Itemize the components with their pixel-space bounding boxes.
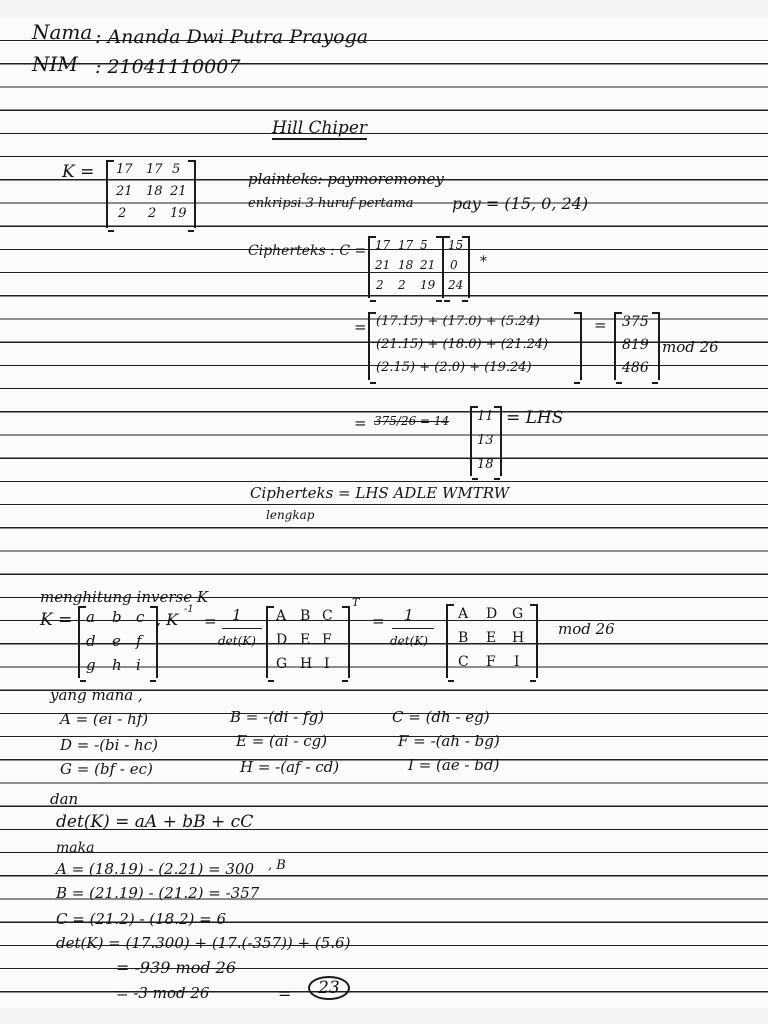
- fraction-bar: [222, 628, 262, 629]
- ciphertext-full: Cipherteks = LHS ADLE WMTRW: [250, 484, 510, 502]
- cofactor-cell: I: [324, 656, 330, 672]
- ciphertext-label: Cipherteks : C =: [248, 243, 367, 259]
- key-cell: 5: [420, 238, 428, 252]
- key-cell: 2: [376, 278, 384, 292]
- adjugate-cell: A: [458, 606, 469, 622]
- name-label: Nama: [32, 20, 93, 44]
- cofactor-cell: C: [322, 608, 333, 624]
- det-formula: det(K) = aA + bB + cC: [56, 812, 254, 832]
- key-cell: 21: [420, 258, 436, 272]
- maka-label: maka: [56, 840, 95, 856]
- formula-g: G = (bf - ec): [60, 760, 153, 778]
- mod-label: mod 26: [558, 620, 615, 638]
- det-final-circled: 23: [308, 976, 350, 1000]
- mod-result-cell: 11: [477, 409, 494, 424]
- result-cell: 486: [622, 360, 649, 376]
- k-cell: d: [86, 632, 96, 650]
- expression-row: (17.15) + (17.0) + (5.24): [376, 314, 540, 329]
- det-denominator: det(K): [390, 634, 428, 648]
- calc-a: A = (18.19) - (2.21) = 300: [56, 860, 255, 878]
- det-result-2: = -3 mod 26: [116, 984, 210, 1002]
- adjugate-cell: I: [514, 654, 520, 670]
- vector-cell: 0: [450, 258, 458, 272]
- inverse-heading: menghitung inverse K: [40, 588, 209, 606]
- k-cell: g: [86, 656, 96, 674]
- equals-sign: =: [594, 316, 607, 334]
- k-cell: f: [136, 632, 142, 650]
- cofactor-matrix: [266, 606, 350, 678]
- det-calculation: det(K) = (17.300) + (17.(-357)) + (5.6): [56, 934, 351, 952]
- equals-sign: =: [354, 318, 367, 336]
- formula-i: I = (ae - bd): [408, 756, 500, 774]
- k-inverse-label: , K: [156, 610, 179, 629]
- equals-sign: =: [354, 414, 367, 432]
- name-value: : Ananda Dwi Putra Prayoga: [95, 26, 369, 48]
- encrypt-note: enkripsi 3 huruf pertama: [248, 196, 414, 211]
- cofactor-cell: A: [276, 608, 287, 624]
- page-title: Hill Chiper: [272, 118, 368, 138]
- result-cell: 819: [622, 337, 649, 353]
- mod-label: mod 26: [662, 338, 719, 356]
- mod-result-cell: 18: [477, 457, 494, 472]
- key-cell: 21: [170, 184, 187, 199]
- key-cell: 21: [116, 184, 133, 199]
- lhs-result: = LHS: [506, 408, 564, 428]
- formula-e: E = (ai - cg): [236, 732, 328, 750]
- calc-b: B = (21.19) - (21.2) = -357: [56, 884, 260, 902]
- adjugate-cell: F: [486, 654, 496, 670]
- cofactor-cell: F: [322, 632, 332, 648]
- k-cell: a: [86, 608, 95, 626]
- cofactor-cell: D: [276, 632, 288, 648]
- result-vector: [614, 312, 660, 380]
- formula-b: B = -(di - fg): [230, 708, 325, 726]
- key-matrix: [106, 160, 196, 228]
- k-cell: b: [112, 608, 122, 626]
- equals-sign: =: [204, 612, 217, 630]
- generic-k-matrix: [78, 606, 158, 678]
- key-cell: 18: [146, 184, 163, 199]
- equals-sign: =: [372, 612, 385, 630]
- formula-c: C = (dh - eg): [392, 708, 490, 726]
- plaintext-line: plainteks: paymoremoney: [248, 170, 444, 188]
- equals-sign: =: [278, 984, 292, 1003]
- key-cell: 2: [148, 206, 157, 221]
- transpose-sup: T: [352, 596, 360, 609]
- expression-row: (21.15) + (18.0) + (21.24): [376, 337, 549, 352]
- k-cell: e: [112, 632, 121, 650]
- key-cell: 17: [116, 162, 133, 177]
- adjugate-cell: H: [512, 630, 525, 646]
- mod-result-cell: 13: [477, 433, 494, 448]
- key-cell: 17: [375, 238, 391, 252]
- pay-vector: pay = (15, 0, 24): [452, 194, 589, 213]
- key-cell: 2: [118, 206, 127, 221]
- result-cell: 375: [622, 314, 649, 330]
- cofactor-cell: H: [300, 656, 313, 672]
- multiply-sign: *: [480, 254, 487, 270]
- adjugate-cell: G: [512, 606, 524, 622]
- nim-value: : 21041110007: [95, 56, 241, 78]
- inverse-k-label: K =: [40, 610, 73, 630]
- formula-d: D = -(bi - hc): [60, 736, 158, 754]
- key-cell: 17: [398, 238, 414, 252]
- k-cell: h: [112, 656, 122, 674]
- ciphertext-full-note: lengkap: [266, 508, 315, 522]
- formula-h: H = -(af - cd): [240, 758, 340, 776]
- key-cell: 19: [420, 278, 436, 292]
- key-cell: 19: [170, 206, 187, 221]
- adjugate-matrix: [446, 604, 538, 678]
- det-denominator: det(K): [218, 634, 256, 648]
- vector-cell: 24: [448, 278, 464, 292]
- numerator-one: 1: [232, 606, 242, 624]
- nim-label: NIM: [32, 52, 78, 76]
- adjugate-cell: E: [486, 630, 497, 646]
- adjugate-cell: D: [486, 606, 498, 622]
- formula-intro: yang mana ,: [50, 686, 143, 704]
- formula-f: F = -(ah - bg): [398, 732, 500, 750]
- expression-row: (2.15) + (2.0) + (19.24): [376, 360, 532, 375]
- formula-a: A = (ei - hf): [60, 710, 149, 728]
- cofactor-cell: G: [276, 656, 288, 672]
- cipher-key-matrix: [368, 236, 444, 298]
- k-cell: i: [136, 656, 141, 674]
- numerator-one: 1: [404, 606, 414, 624]
- adjugate-cell: C: [458, 654, 469, 670]
- cofactor-cell: B: [300, 608, 311, 624]
- k-cell: c: [136, 608, 145, 626]
- mod-result-vector: [470, 406, 502, 476]
- adjugate-cell: B: [458, 630, 469, 646]
- plain-vector: [442, 236, 470, 298]
- calc-a-extra: , B: [268, 858, 286, 873]
- calc-c: C = (21.2) - (18.2) = 6: [56, 910, 227, 928]
- fraction-bar: [392, 628, 434, 629]
- expression-matrix: [368, 312, 582, 380]
- k-inverse-sup: -1: [184, 604, 194, 615]
- key-matrix-label: K =: [62, 162, 95, 182]
- vector-cell: 15: [448, 238, 464, 252]
- cofactor-cell: E: [300, 632, 311, 648]
- key-cell: 2: [398, 278, 406, 292]
- struck-calculation: 375/26 = 14: [374, 414, 450, 428]
- key-cell: 5: [172, 162, 181, 177]
- key-cell: 21: [375, 258, 391, 272]
- key-cell: 17: [146, 162, 163, 177]
- det-result-1: = -939 mod 26: [116, 958, 237, 977]
- key-cell: 18: [398, 258, 414, 272]
- dan-label: dan: [50, 790, 79, 808]
